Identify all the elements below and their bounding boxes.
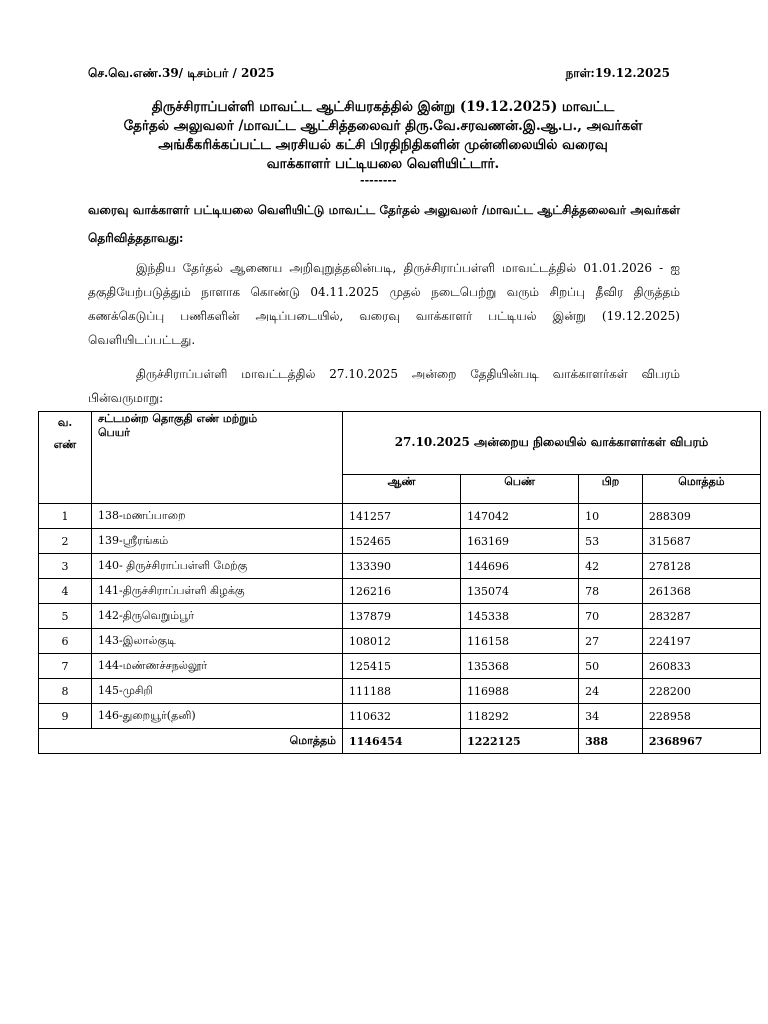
cell-total: 261368 <box>642 579 760 604</box>
cell-total: 278128 <box>642 554 760 579</box>
cell-constituency: 141-திருச்சிராப்பள்ளி கிழக்கு <box>92 579 343 604</box>
cell-serial: 1 <box>39 504 92 529</box>
cell-constituency: 138-மணப்பாறை <box>92 504 343 529</box>
cell-total: 224197 <box>642 629 760 654</box>
header-serial-number: வ. எண் <box>39 412 92 504</box>
cell-male: 111188 <box>343 679 461 704</box>
cell-male: 141257 <box>343 504 461 529</box>
cell-constituency: 143-இலால்குடி <box>92 629 343 654</box>
table-row <box>39 679 761 704</box>
cell-male: 152465 <box>343 529 461 554</box>
cell-serial: 3 <box>39 554 92 579</box>
cell-male: 126216 <box>343 579 461 604</box>
cell-female: 147042 <box>461 504 579 529</box>
total-label: மொத்தம் <box>39 729 343 754</box>
heading-line: திருச்சிராப்பள்ளி மாவட்ட ஆட்சியரகத்தில் இன்று (19.12.2025) மாவட்ட <box>151 99 615 115</box>
cell-serial: 4 <box>39 579 92 604</box>
heading-divider: -------- <box>360 174 397 187</box>
cell-male: 108012 <box>343 629 461 654</box>
paragraph-release-details: இந்திய தேர்தல் ஆணைய அறிவுறுத்தலின்படி, திருச்சிராப்பள்ளி மாவட்டத்தில் 01.01.2026 - ஐ தகுதியேற்படுத்தும் நாளாக கொண்டு 04.11.2025 முதல் நடைபெற்று வரும் சிறப்பு தீவிர திருத்தம் கணக்கெடுப்பு பணிகளின் அடிப்படையில், வரைவு வாக்காளர் பட்டியல் இன்று (19.12.2025) வெளியிடப்பட்டது. <box>88 261 680 347</box>
paragraph-voter-details-intro: திருச்சிராப்பள்ளி மாவட்டத்தில் 27.10.2025 அன்றை தேதியின்படி வாக்காளர்கள் விபரம் பின்வருமாறு: <box>88 367 680 405</box>
header-voter-details-group: 27.10.2025 அன்றைய நிலையில் வாக்காளர்கள் விபரம் <box>343 412 761 475</box>
cell-serial: 2 <box>39 529 92 554</box>
table-row <box>39 604 761 629</box>
cell-serial: 9 <box>39 704 92 729</box>
cell-total: 288309 <box>642 504 760 529</box>
cell-serial: 8 <box>39 679 92 704</box>
heading-line: தேர்தல் அலுவலர் /மாவட்ட ஆட்சித்தலைவர் திரு.வே.சரவணன்.இ.ஆ.ப., அவர்கள் <box>123 118 643 134</box>
heading-line: அங்கீகரிக்கப்பட்ட அரசியல் கட்சி பிரதிநிதிகளின் முன்னிலையில் வரைவு <box>158 137 608 153</box>
cell-other: 78 <box>579 579 643 604</box>
cell-female: 144696 <box>461 554 579 579</box>
cell-total: 228200 <box>642 679 760 704</box>
table-row <box>39 704 761 729</box>
cell-female: 116988 <box>461 679 579 704</box>
cell-female: 118292 <box>461 704 579 729</box>
cell-female: 116158 <box>461 629 579 654</box>
table-row <box>39 629 761 654</box>
table-row <box>39 654 761 679</box>
press-release-heading <box>88 98 678 174</box>
cell-male: 137879 <box>343 604 461 629</box>
total-female: 1222125 <box>461 729 579 754</box>
header-female: பெண் <box>461 475 579 504</box>
cell-other: 70 <box>579 604 643 629</box>
cell-other: 34 <box>579 704 643 729</box>
cell-female: 145338 <box>461 604 579 629</box>
table-row <box>39 579 761 604</box>
cell-total: 260833 <box>642 654 760 679</box>
release-date: நாள்:19.12.2025 <box>565 66 670 80</box>
cell-serial: 7 <box>39 654 92 679</box>
cell-other: 50 <box>579 654 643 679</box>
cell-other: 10 <box>579 504 643 529</box>
voter-statistics-table <box>38 411 761 754</box>
cell-serial: 5 <box>39 604 92 629</box>
total-other: 388 <box>579 729 643 754</box>
cell-female: 135368 <box>461 654 579 679</box>
cell-total: 315687 <box>642 529 760 554</box>
cell-constituency: 140- திருச்சிராப்பள்ளி மேற்கு <box>92 554 343 579</box>
header-constituency: சட்டமன்ற தொகுதி எண் மற்றும் பெயர் <box>92 412 343 504</box>
cell-other: 27 <box>579 629 643 654</box>
header-male: ஆண் <box>343 475 461 504</box>
header-other: பிற <box>579 475 643 504</box>
cell-other: 53 <box>579 529 643 554</box>
cell-constituency: 146-துறையூர்(தனி) <box>92 704 343 729</box>
reference-number: செ.வெ.எண்.39/ டிசம்பர் / 2025 <box>88 66 275 80</box>
cell-constituency: 145-முசிறி <box>92 679 343 704</box>
table-row <box>39 554 761 579</box>
header-total: மொத்தம் <box>642 475 760 504</box>
table-total-row <box>39 729 761 754</box>
cell-serial: 6 <box>39 629 92 654</box>
cell-female: 163169 <box>461 529 579 554</box>
heading-line: வாக்காளர் பட்டியலை வெளியிட்டார். <box>266 156 500 172</box>
cell-constituency: 139-ஸ்ரீரங்கம் <box>92 529 343 554</box>
cell-other: 24 <box>579 679 643 704</box>
cell-female: 135074 <box>461 579 579 604</box>
statement-intro: வரைவு வாக்காளர் பட்டியலை வெளியிட்டு மாவட்ட தேர்தல் அலுவலர் /மாவட்ட ஆட்சித்தலைவர் அவர்கள் தெரிவித்ததாவது: <box>88 203 680 245</box>
table-row <box>39 529 761 554</box>
cell-constituency: 144-மண்ணச்சநல்லூர் <box>92 654 343 679</box>
table-row <box>39 504 761 529</box>
cell-constituency: 142-திருவெறும்பூர் <box>92 604 343 629</box>
cell-male: 133390 <box>343 554 461 579</box>
total-male: 1146454 <box>343 729 461 754</box>
cell-other: 42 <box>579 554 643 579</box>
table-header-row <box>39 412 761 475</box>
cell-total: 228958 <box>642 704 760 729</box>
cell-male: 110632 <box>343 704 461 729</box>
total-total: 2368967 <box>642 729 760 754</box>
cell-total: 283287 <box>642 604 760 629</box>
cell-male: 125415 <box>343 654 461 679</box>
